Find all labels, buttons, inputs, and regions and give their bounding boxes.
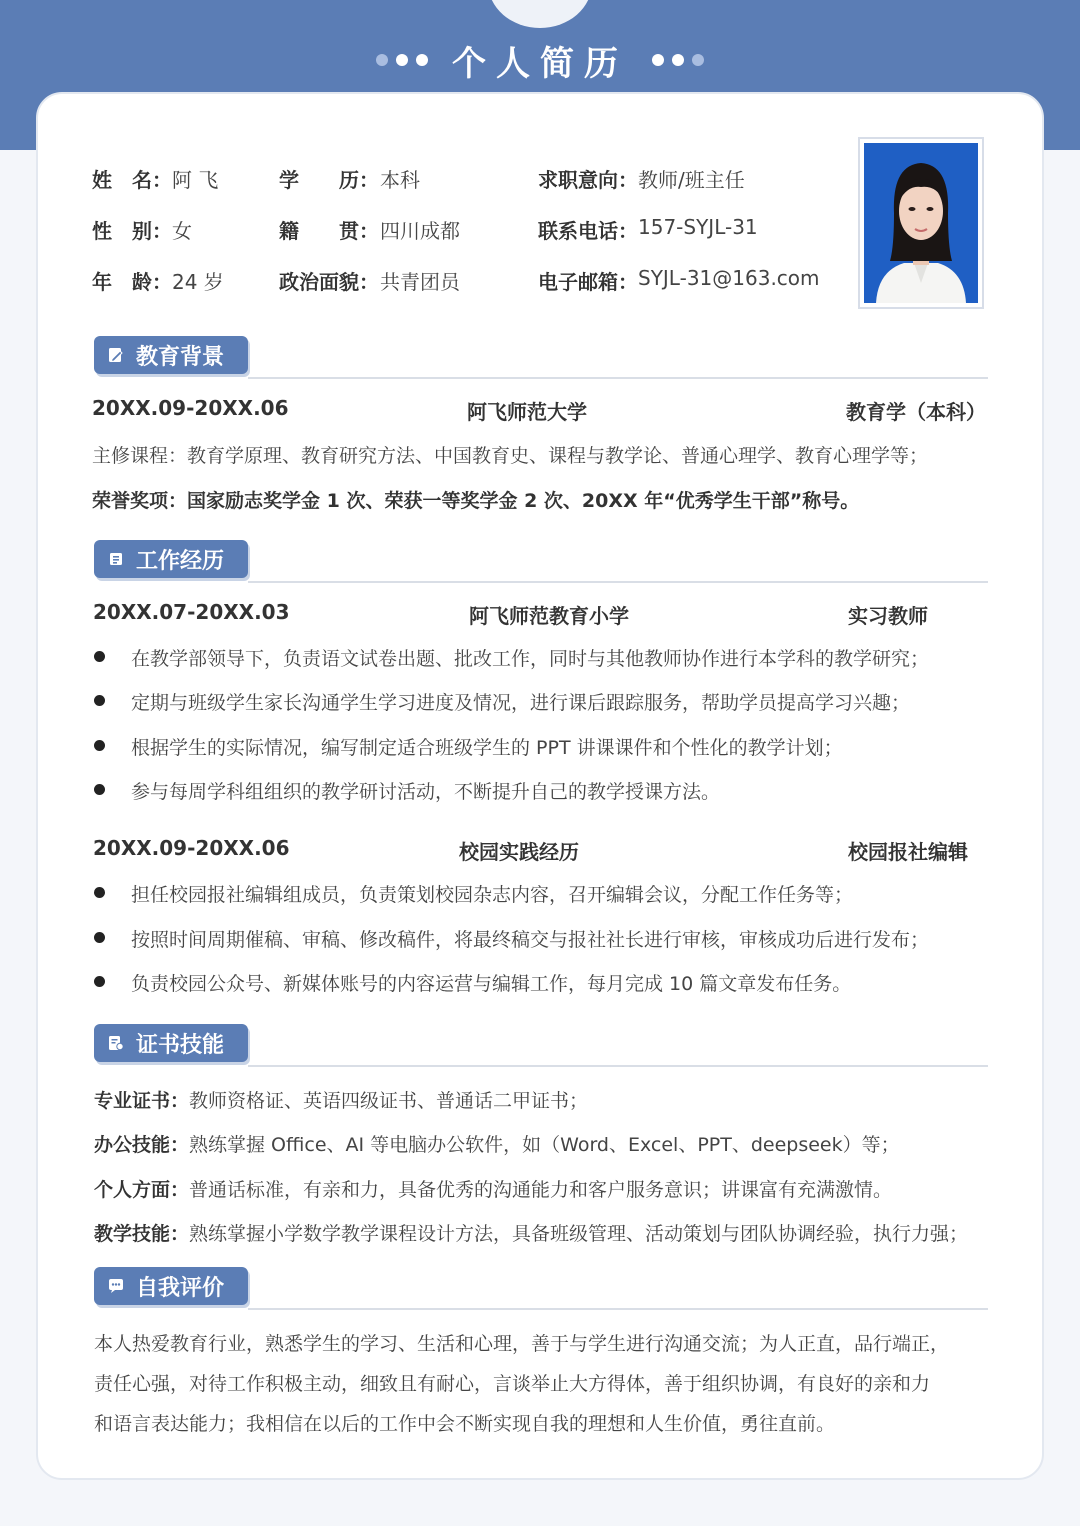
skill-label: 专业证书：: [94, 1090, 190, 1112]
skill-text: 普通话标准，有亲和力，具备优秀的沟通能力和客户服务意识；讲课富有充满激情。: [189, 1179, 893, 1201]
email-value: SYJL-31@163.com: [638, 266, 820, 290]
job-intent-value: 教师/班主任: [638, 168, 745, 192]
education-honors: [92, 486, 859, 513]
age-value: 24 岁: [172, 270, 224, 294]
self-eval-line: 和语言表达能力；我相信在以后的工作中会不断实现自我的理想和人生价值，勇往直前。: [94, 1413, 836, 1435]
skills-section-badge: [94, 1024, 248, 1062]
skill-item: [94, 1175, 892, 1202]
name-label: 姓 名：: [92, 168, 172, 192]
politics-label: 政治面貌：: [279, 270, 379, 294]
bullet-dot: [94, 976, 105, 987]
phone-label: 联系电话：: [538, 219, 638, 243]
origin-label: 籍 贯：: [279, 219, 379, 243]
bullet-dot: [94, 651, 105, 662]
age-label: 年 龄：: [92, 270, 172, 294]
honors-label: 荣誉奖项：: [92, 490, 188, 512]
self-eval-line: 本人热爱教育行业，熟悉学生的学习、生活和心理，善于与学生进行沟通交流；为人正直，品行端正，: [94, 1333, 950, 1355]
education-section-badge: [94, 336, 248, 374]
bullet-dot: [94, 740, 105, 751]
job-2-item: 负责校园公众号、新媒体账号的内容运营与编辑工作，每月完成 10 篇文章发布任务。: [131, 973, 852, 995]
job-intent-label: 求职意向：: [538, 168, 638, 192]
self-eval-section-title: 自我评价: [136, 1275, 225, 1301]
pencil-icon: [108, 347, 124, 363]
left-dots-decoration: [376, 54, 428, 66]
skill-text: 熟练掌握 Office、AI 等电脑办公软件，如（Word、Excel、PPT、deepseek）等；: [189, 1134, 900, 1156]
skill-text: 教师资格证、英语四级证书、普通话二甲证书；: [189, 1090, 589, 1112]
self-eval-line: 责任心强，对待工作积极主动，细致且有耐心，言谈举止大方得体，善于组织协调，有良好的亲和力: [94, 1373, 931, 1395]
job-1-item: 定期与班级学生家长沟通学生学习进度及情况，进行课后跟踪服务，帮助学员提高学习兴趣；: [131, 692, 911, 714]
briefcase-icon: [108, 551, 124, 567]
job-1-item: 参与每周学科组组织的教学研讨活动，不断提升自己的教学授课方法。: [131, 781, 721, 803]
title-row: [0, 32, 1080, 88]
section-divider: [248, 1065, 988, 1067]
skill-text: 熟练掌握小学数学教学课程设计方法，具备班级管理、活动策划与团队协调经验，执行力强；: [189, 1223, 969, 1245]
education-level-value: 本科: [380, 168, 420, 192]
job-2-date: 20XX.09-20XX.06: [93, 836, 290, 860]
job-2-role: 校园报社编辑: [848, 840, 968, 864]
self-eval-section-badge: [94, 1267, 248, 1305]
gender-label: 性 别：: [92, 219, 172, 243]
education-level-label: 学 历：: [279, 168, 379, 192]
courses-text: 教育学原理、教育研究方法、中国教育史、课程与教学论、普通心理学、教育心理学等；: [187, 445, 929, 467]
politics-value: 共青团员: [380, 270, 460, 294]
email-label: 电子邮箱：: [538, 270, 638, 294]
origin-value: 四川成都: [380, 219, 460, 243]
work-section-title: 工作经历: [136, 548, 225, 574]
name-value: 阿 飞: [172, 168, 219, 192]
bullet-dot: [94, 784, 105, 795]
job-2-item: 按照时间周期催稿、审稿、修改稿件，将最终稿交与报社社长进行审核，审核成功后进行发布；: [131, 929, 930, 951]
skill-label: 个人方面：: [94, 1179, 190, 1201]
education-section-title: 教育背景: [136, 344, 225, 370]
chat-icon: [108, 1278, 124, 1294]
job-2-org: 校园实践经历: [459, 840, 579, 864]
job-1-role: 实习教师: [848, 604, 928, 628]
job-1-item: 在教学部领导下，负责语文试卷出题、批改工作，同时与其他教师协作进行本学科的教学研究；: [131, 648, 930, 670]
honors-text: 国家励志奖学金 1 次、荣获一等奖学金 2 次、20XX 年“优秀学生干部”称号。: [187, 490, 860, 512]
phone-value: 157-SYJL-31: [638, 215, 758, 239]
skill-item: [94, 1219, 968, 1246]
courses-label: 主修课程：: [92, 445, 188, 467]
gender-value: 女: [172, 219, 192, 243]
education-courses: [92, 441, 928, 468]
portrait-illustration: [864, 143, 978, 303]
education-date: 20XX.09-20XX.06: [92, 396, 289, 420]
section-divider: [248, 581, 988, 583]
education-school: 阿飞师范大学: [467, 400, 587, 424]
skill-label: 办公技能：: [94, 1134, 190, 1156]
right-dots-decoration: [652, 54, 704, 66]
certificate-icon: [108, 1035, 124, 1051]
job-1-org: 阿飞师范教育小学: [469, 604, 629, 628]
profile-photo: [858, 137, 984, 309]
bullet-dot: [94, 695, 105, 706]
skill-item: [94, 1086, 588, 1113]
bullet-dot: [94, 887, 105, 898]
education-major: 教育学（本科）: [846, 400, 986, 424]
page-title: 个人简历: [452, 43, 628, 84]
skill-label: 教学技能：: [94, 1223, 190, 1245]
skills-section-title: 证书技能: [136, 1032, 225, 1058]
job-1-item: 根据学生的实际情况，编写制定适合班级学生的 PPT 讲课课件和个性化的教学计划；: [131, 737, 843, 759]
section-divider: [248, 1308, 988, 1310]
work-section-badge: [94, 540, 248, 578]
bullet-dot: [94, 932, 105, 943]
skill-item: [94, 1130, 900, 1157]
job-2-item: 担任校园报社编辑组成员，负责策划校园杂志内容，召开编辑会议，分配工作任务等；: [131, 884, 854, 906]
job-1-date: 20XX.07-20XX.03: [93, 600, 290, 624]
section-divider: [248, 377, 988, 379]
